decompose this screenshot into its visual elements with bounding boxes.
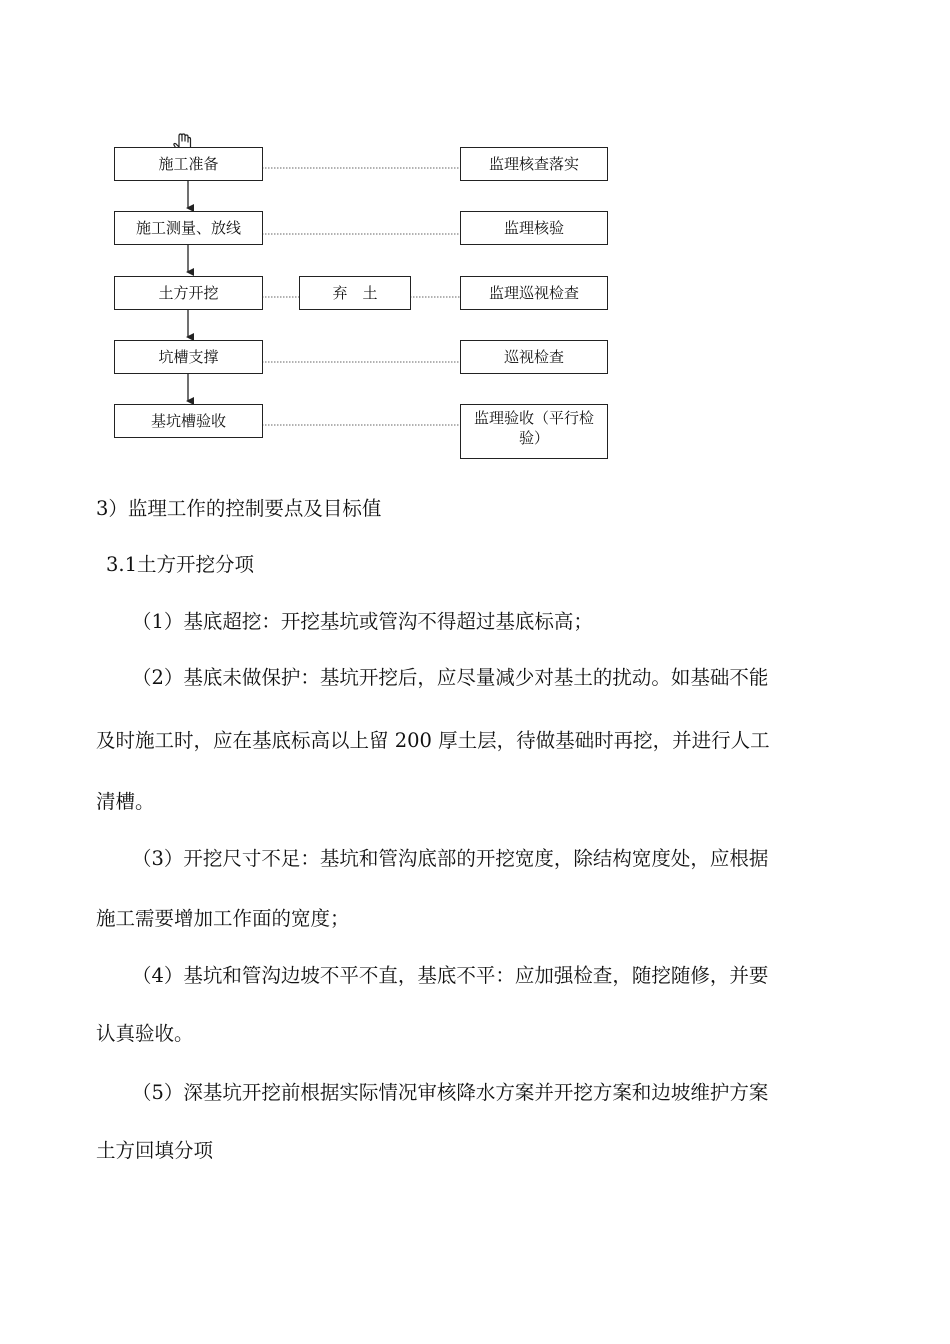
heading-excavation-item: 3.1土方开挖分项 bbox=[106, 553, 255, 576]
check-box-5: 监理验收（平行检验） bbox=[460, 404, 608, 459]
paragraph-3-line-2: 施工需要增加工作面的宽度； bbox=[96, 907, 350, 930]
check-box-4: 巡视检查 bbox=[460, 340, 608, 374]
step-box-support: 坑槽支撑 bbox=[114, 340, 263, 374]
spoil-box: 弃 土 bbox=[299, 276, 411, 310]
check-box-1: 监理核查落实 bbox=[460, 147, 608, 181]
step-box-acceptance: 基坑槽验收 bbox=[114, 404, 263, 438]
heading-backfill-item: 土方回填分项 bbox=[96, 1139, 214, 1162]
step-box-excavation: 土方开挖 bbox=[114, 276, 263, 310]
heading-control-points: 3）监理工作的控制要点及目标值 bbox=[96, 497, 382, 520]
paragraph-5: （5）深基坑开挖前根据实际情况审核降水方案并开挖方案和边坡维护方案 bbox=[132, 1081, 769, 1104]
paragraph-4-line-2: 认真验收。 bbox=[96, 1022, 194, 1045]
check-box-3: 监理巡视检查 bbox=[460, 276, 608, 310]
check-box-2: 监理核验 bbox=[460, 211, 608, 245]
paragraph-2-line-2: 及时施工时，应在基底标高以上留 200 厚土层，待做基础时再挖，并进行人工 bbox=[96, 729, 770, 752]
paragraph-1: （1）基底超挖：开挖基坑或管沟不得超过基底标高； bbox=[132, 610, 593, 633]
paragraph-3-line-1: （3）开挖尺寸不足：基坑和管沟底部的开挖宽度，除结构宽度处，应根据 bbox=[132, 847, 769, 870]
paragraph-2-line-1: （2）基底未做保护：基坑开挖后，应尽量减少对基土的扰动。如基础不能 bbox=[132, 666, 769, 689]
paragraph-2-line-3: 清槽。 bbox=[96, 790, 155, 813]
step-box-prepare: 施工准备 bbox=[114, 147, 263, 181]
step-box-survey: 施工测量、放线 bbox=[114, 211, 263, 245]
paragraph-4-line-1: （4）基坑和管沟边坡不平不直，基底不平：应加强检查，随挖随修，并要 bbox=[132, 964, 769, 987]
